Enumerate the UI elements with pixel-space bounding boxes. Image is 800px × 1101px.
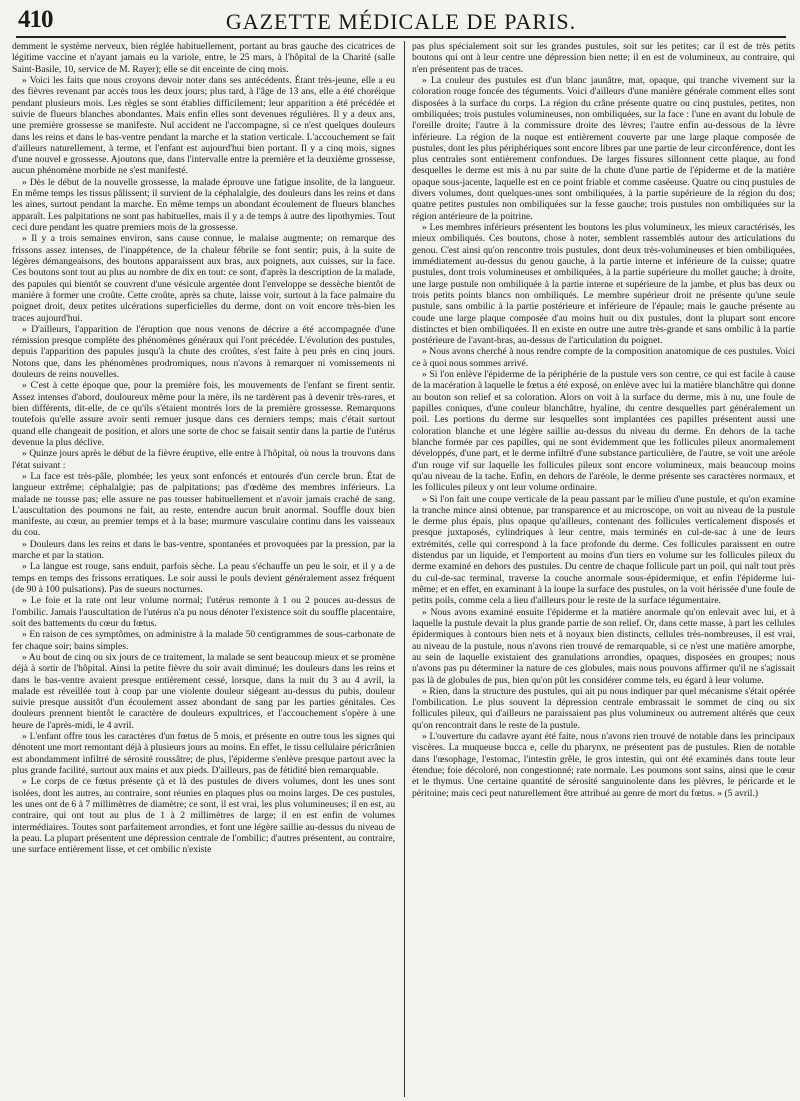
paragraph: » Il y a trois semaines environ, sans cause connue, le malaise augmente; on remarque des frissons assez intenses, de l'inappétence, de la chaleur fébrile se font sentir; puis, à la suite de légères démangeaisons, des boutons apparaissent aux bras, aux poignets, aux cuisses, sur la face. Ces boutons sont tout au plus au nombre de dix en tout: ce sont, d'après la description de la malade, des papules qui bientôt se couvrent d'une vésicule argentée dont l'enveloppe se dessèche bientôt de manière à former une croûte. Cette croûte, après sa chute, laisse voir, surtout à la face palmaire du poignet droit, deux petites ulcérations superficielles du derme, dont on voit encore très-bien les traces aujourd'hui. xyxy=(12,233,395,324)
paragraph: » Si l'on fait une coupe verticale de la peau passant par le milieu d'une pustule, et qu'on examine la tranche mince ainsi obtenue, par transparence et au microscope, on voit au niveau de la pustule le derme plus épais, plus opaque qu'ailleurs, contenant des follicules verticalement disposés et presque juxtaposés, cylindriques à leur centre, mais terminés en cul-de-sac à une de leurs extrémités, celle qui correspond à la face profonde du derme. Ces follicules paraissent en outre distendus par un liquide, et l'emportent au moins d'un tiers en volume sur les follicules pileux du derme examiné en dehors des pustules. Du centre de chaque follicule part un poil, qui naît tout près du cul-de-sac terminal, traverse la couche anormale sous-épidermique, et enfin l'épiderme lui-même; et en effet, en examinant à la loupe la surface des pustules, on la voit hérissée d'une foule de petits poils, comme cela a lieu d'ailleurs pour le reste de la surface tégumentaire. xyxy=(412,493,795,607)
left-column xyxy=(12,41,395,1097)
right-column xyxy=(412,41,795,1097)
paragraph: » Le corps de ce fœtus présente çà et là des pustules de divers volumes, dont les unes sont isolées, dont les autres, au contraire, sont réunies en plaques plus ou moins larges. De ces pustules, les unes ont de 6 à 7 millimètres de diamètre; ce sont, il est vrai, les plus volumineuses; il en est, au contraire, qui ont tout au plus de 1 à 2 millimètres de large; il en est enfin de volumes intermédiaires. Toutes sont parfaitement arrondies, et font une légère saillie au-dessus du niveau de la peau. La plupart présentent une dépression centrale de l'ombilic; d'autres présentent, au contraire, une surface entièrement lisse, et cet ombilic n'existe xyxy=(12,776,395,856)
paragraph: » En raison de ces symptômes, on administre à la malade 50 centigrammes de sous-carbonate de fer chaque soir; bains simples. xyxy=(12,629,395,652)
paragraph: » Douleurs dans les reins et dans le bas-ventre, spontanées et provoquées par la pression, par la marche et par la station. xyxy=(12,538,395,562)
paragraph: demment le système nerveux, bien réglée habituellement, portant au bras gauche des cicatrices de légitime vaccine et n'ayant jamais eu la variole, entre, le 25 mars, à l'hôpital de la Charité (salle Saint-Basile, 10, service de M. Rayer); elle se dit enceinte de cinq mois. xyxy=(12,41,395,75)
paragraph: pas plus spécialement soit sur les grandes pustules, soit sur les petites; car il est de très petits boutons qui ont à leur centre une dépression bien nette; il en est de volumineux, au contraire, qui n'en présentent pas de traces. xyxy=(412,41,795,75)
page-header xyxy=(16,6,786,38)
paragraph: » L'enfant offre tous les caractères d'un fœtus de 5 mois, et présente en outre tous les signes qui dénotent une mort remontant déjà à plusieurs jours au moins. En effet, le tissu cellulaire péricrânien est abondamment infiltré de sérosité roussâtre; de plus, l'épiderme s'enlève presque partout avec la plus grande facilité, surtout aux mains et aux pieds. D'ailleurs, pas de fétidité bien remarquable. xyxy=(12,731,395,776)
paragraph: » C'est à cette époque que, pour la première fois, les mouvements de l'enfant se firent sentir. Assez intenses d'abord, douloureux même pour la mère, ils ne tardèrent pas à devenir très-rares, et bien différents, dit-elle, de ce qu'ils s'étaient montrés lors de la première grossesse. Remarquons toutefois qu'elle assure avoir senti remuer jusque dans ces derniers temps; mais c'était surtout quand elle changeait de position, et alors une sorte de choc se faisait sentir dans la partie de l'utérus devenue la plus déclive. xyxy=(12,380,395,448)
paragraph: » Les membres inférieurs présentent les boutons les plus volumineux, les mieux caractérisés, les mieux ombiliqués. Ces boutons, chose à noter, semblent rassemblés autour des articulations du genou. C'est ainsi qu'on rencontre trois pustules, dont deux très-volumineuses et bien ombiliquées, immédiatement au-dessus du genou gauche, à la partie interne et inférieure de la cuisse; quatre pustules, dont trois volumineuses et ombiliquées, à la partie supérieure du mollet gauche; à droite, une large pustule non ombiliquée à la partie interne et supérieure de la jambe, et plus bas deux ou trois petits points blancs non ombiliqués. Le membre supérieur droit ne présente qu'une seule pustule, sans ombilic à la partie postérieure et inférieure de l'épaule; mais le gauche présente au coude une large plaque composée d'au moins huit ou dix pustules, dont la plupart sont encore distinctes et bien ombiliquées. Il en existe en outre une autre très-grande et sans ombilic à la partie postérieure de l'avant-bras, au-dessus de l'articulation du poignet. xyxy=(412,222,795,347)
paragraph: » La langue est rouge, sans enduit, parfois sèche. La peau s'échauffe un peu le soir, et il y a de temps en temps des frissons erratiques. Le soir aussi le pouls devient généralement assez fréquent (de 90 à 100 pulsations). Pas de sueurs nocturnes. xyxy=(12,561,395,595)
page-number: 410 xyxy=(18,6,53,33)
paragraph: » Dès le début de la nouvelle grossesse, la malade éprouve une fatigue insolite, de la langueur. En même temps les tissus pâlissent; il survient de la céphalalgie, des douleurs dans les reins et dans les aines, surtout pendant la marche. En même temps un abondant écoulement de flueurs blanches apparaît. Les palpitations ne sont pas habituelles, mais il y a de temps à autre des lipothymies. Tout ceci dure pendant les quatre premiers mois de la grossesse. xyxy=(12,176,395,233)
journal-title: GAZETTE MÉDICALE DE PARIS. xyxy=(225,9,577,34)
paragraph: » Rien, dans la structure des pustules, qui ait pu nous indiquer par quel mécanisme s'était opérée l'ombilication. Le plus souvent la dépression centrale embrassait le sommet de cinq ou six follicules pileux, qui d'ailleurs ne paraissaient pas plus volumineux ou autrement altérés que ceux qu'on rencontrait dans le reste de la pustule. xyxy=(412,685,795,731)
paragraph: » Voici les faits que nous croyons devoir noter dans ses antécédents. Étant très-jeune, elle a eu des fièvres revenant par accès tous les deux jours; plus tard, à l'âge de 13 ans, elle a été choréique pendant plusieurs mois. Les règles se sont établies difficilement; leur apparition a été précédée et suivie de flueurs blanches abondantes. Mais enfin elles sont devenues régulières. Il y a deux ans, une première grossesse se manifeste. Nul accident ne l'accompagne, si ce n'est quelques douleurs dans les reins et dans le bas-ventre pendant la marche et la station verticale. L'accouchement se fait d'ailleurs naturellement, à terme, et l'enfant est aujourd'hui bien portant. Il y a cinq mois, signes d'une nouvel e grossesse. Ajoutons que, dans l'intervalle entre la première et la deuxième grossesse, aucun phénomène morbide ne s'est manifesté. xyxy=(12,74,395,177)
paragraph: » Si l'on enlève l'épiderme de la périphérie de la pustule vers son centre, ce qui est facile à cause de la macération à laquelle le fœtus a été exposé, on enlève avec lui la matière blanchâtre qui donne au bouton son relief et sa coloration. Alors on voit à la surface du derme, mis à nu, une foule de papilles coniques, d'une couleur blanchâtre, hyaline, du centre desquelles part généralement un poil. Les portions du derme sur lesquelles sont implantées ces papilles présentent aussi une coloration blanche et une légère saillie au-dessus du niveau du derme. En dehors de la tache blanche formée par ces papilles, qui ne sont évidemment que les follicules pileux anormalement développés, d'une part, et le derme infiltré d'une substance particulière, de l'autre, se voit une aréole d'un rouge vif sur laquelle les follicules pileux sont encore volumineux, mais beaucoup moins qu'au niveau de la tache. Enfin, en dehors de l'aréole, le derme présente ses caractères normaux, et les follicules pileux y ont leur volume ordinaire. xyxy=(412,369,795,494)
paragraph: » La couleur des pustules est d'un blanc jaunâtre, mat, opaque, qui tranche vivement sur la coloration rouge foncée des téguments. Voici d'ailleurs d'une manière générale comment elles sont disposées à la surface du corps. La région du crâne présente quatre ou cinq pustules, petites, non ombiliquées; trois pustules volumineuses, non ombiliquées, sur la face : l'une en avant du lobule de l'oreille droite; l'autre à la commissure droite des lèvres; l'autre enfin au-dessous de la lèvre inférieure. La région de la nuque est entièrement couverte par une large plaque composée de pustules, dont les plus périphériques sont encore libres par une partie de leur circonférence, dont les plus centrales sont entièrement confondues. De larges fissures sillonnent cette plaque, au fond desquelles le derme est mis à nu par suite de la chute d'une partie de l'épiderme et de la matière opaque sous-jacente, laquelle est en ce point friable et comme caséeuse. Quatre ou cinq pustules de divers volumes, dont quelques-unes sont ombiliquées, à la partie supérieure de la région du dos; quatre petites pustules non ombiliquées sur la fesse gauche; trois pustules non ombiliquées sur la région antérieure de la poitrine. xyxy=(412,74,795,222)
paragraph: » L'ouverture du cadavre ayant été faite, nous n'avons rien trouvé de notable dans les principaux viscères. La muqueuse bucca e, celle du pharynx, ne présentent pas de pustules. Rien de notable dans l'œsophage, l'estomac, l'intestin grêle, le gros intestin, qui ont été examinés dans toute leur étendue; foie décoloré, non congestionné; rate normale. Les poumons sont sains, ainsi que le cœur et le thymus. Une certaine quantité de sérosité sanguinolente dans les plèvres, le péricarde et le péritoine; mais ceci peut naturellement être attribué au genre de mort du fœtus. » (5 avril.) xyxy=(412,731,795,799)
paragraph: » Nous avons cherché à nous rendre compte de la composition anatomique de ces pustules. Voici ce à quoi nous sommes arrivé. xyxy=(412,346,795,369)
paragraph: » Nous avons examiné ensuite l'épiderme et la matière anormale qu'on enlevait avec lui, et à laquelle la pustule devait la plus grande partie de son relief. Or, dans cette masse, à part les cellules épidermiques à contours bien nets et à noyaux bien distincts, cellules très-nombreuses, il est vrai, au niveau de la pustule, nous n'avons rien trouvé de remarquable, si ce n'est une matière amorphe, au sein de laquelle existaient des granulations arrondies, opaques, disposées en groupes; nous n'avons pas pu déterminer la nature de ces globules, mais nous pouvons affirmer qu'il ne s'agissait pas là de globules de pus, bien qu'on pût les considérer comme tels, eu égard à leur volume. xyxy=(412,606,795,686)
paragraph: » Le foie et la rate ont leur volume normal; l'utérus remonte à 1 ou 2 pouces au-dessus de l'ombilic. Jamais l'auscultation de l'utérus n'a pu nous dénoter l'existence soit du souffle placentaire, soit des battements du cœur du fœtus. xyxy=(12,595,395,629)
column-divider xyxy=(404,41,405,1097)
paragraph: » La face est très-pâle, plombée; les yeux sont enfoncés et entourés d'un cercle brun. État de langueur extrême; céphalalgie; pas de palpitations; pas d'œdème des membres inférieurs. La malade ne tousse pas; elle assure ne pas tousser habituellement et n'avoir jamais craché de sang. L'auscultation des poumons ne fait, au reste, entendre aucun bruit anormal. Souffle doux bien manifeste, au cœur, au premier temps et à la base; murmure vasculaire continu dans les vaisseaux du cou. xyxy=(12,470,395,539)
paragraph: » D'ailleurs, l'apparition de l'éruption que nous venons de décrire a été accompagnée d'une rémission presque complète des phénomènes généraux qui l'ont précédée. L'évolution des pustules, depuis l'apparition des papules jusqu'à la chute des croûtes, s'est faite à peu près en cinq jours. Notons que, dans les phénomènes prodromiques, nous n'avons à remarquer ni vomissements ni douleurs de reins nouvelles. xyxy=(12,323,395,381)
paragraph: » Quinze jours après le début de la fièvre éruptive, elle entre à l'hôpital, où nous la trouvons dans l'état suivant : xyxy=(12,448,395,471)
paragraph: » Au bout de cinq ou six jours de ce traitement, la malade se sent beaucoup mieux et se promène déjà à sortir de l'hôpital. Ainsi la petite fièvre du soir avait diminué; les douleurs dans les reins et dans le bas-ventre avaient presque entièrement cessé, lorsque, dans la nuit du 3 au 4 avril, la malade est réveillée tout à coup par une violente douleur siégeant au-dessus du pubis, douleur suivie presque aussitôt d'un écoulement assez abondant de sang par les parties génitales. Ces douleurs prennent bientôt le caractère de douleurs expultrices, et l'accouchement s'opère à une heure de l'après-midi, le 4 avril. xyxy=(12,651,395,731)
